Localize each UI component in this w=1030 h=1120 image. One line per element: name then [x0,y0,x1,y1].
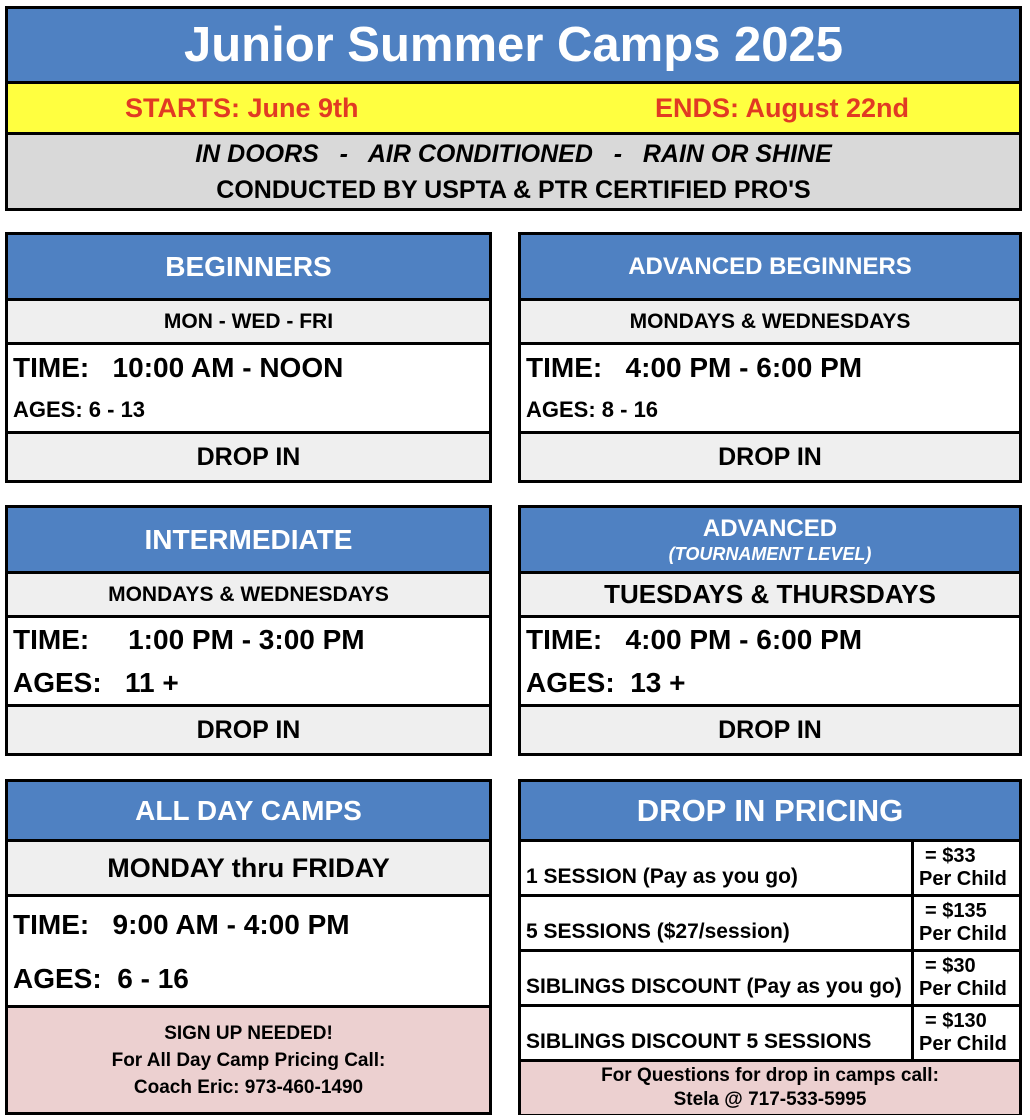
beginners-card [5,232,492,483]
beginners-details [8,345,489,434]
advanced-beginners-ages: AGES: 8 - 16 [526,397,659,422]
conducted-by: CONDUCTED BY USPTA & PTR CERTIFIED PRO'S [216,175,811,204]
price-value [914,842,1019,894]
price-amount: = $130 [925,1010,987,1032]
price-value [914,897,1019,949]
price-value [914,1007,1019,1059]
pricing-contact [521,1062,1019,1114]
page-title: Junior Summer Camps 2025 [8,9,1019,84]
camp-dates-bar [8,84,1019,135]
camp-features: IN DOORS - AIR CONDITIONED - RAIN OR SHINE [195,139,832,168]
drop-in-pricing-card [518,779,1022,1115]
all-day-signup-note [8,1008,489,1112]
advanced-header [521,508,1019,574]
price-per: Per Child [919,868,1007,890]
all-day-ages: AGES: 6 - 16 [13,962,189,994]
price-label: SIBLINGS DISCOUNT 5 SESSIONS [521,1007,914,1059]
end-date: ENDS: August 22nd [654,92,909,123]
price-per: Per Child [919,1033,1007,1055]
beginners-ages: AGES: 6 - 13 [13,397,146,422]
beginners-days: MON - WED - FRI [8,301,489,345]
price-row [521,897,1019,952]
start-date: STARTS: June 9th [125,92,359,123]
price-row [521,952,1019,1007]
camp-info-bar [8,135,1019,208]
price-per: Per Child [919,978,1007,1000]
advanced-beginners-card [518,232,1022,483]
pricing-contact-line1: For Questions for drop in camps call: [601,1065,939,1086]
advanced-beginners-drop-in: DROP IN [521,434,1019,480]
price-label: SIBLINGS DISCOUNT (Pay as you go) [521,952,914,1004]
beginners-title: BEGINNERS [8,235,489,301]
beginners-time: TIME: 10:00 AM - NOON [13,352,344,383]
all-day-title: ALL DAY CAMPS [8,782,489,842]
intermediate-drop-in: DROP IN [8,707,489,753]
price-row [521,842,1019,897]
advanced-subtitle: (TOURNAMENT LEVEL) [668,543,872,564]
advanced-details [521,618,1019,707]
pricing-contact-line2: Stela @ 717-533-5995 [673,1089,867,1110]
beginners-drop-in: DROP IN [8,434,489,480]
advanced-beginners-details [521,345,1019,434]
intermediate-ages: AGES: 11 + [13,667,179,698]
intermediate-details [8,618,489,707]
advanced-days: TUESDAYS & THURSDAYS [521,574,1019,618]
pricing-title: DROP IN PRICING [521,782,1019,842]
intermediate-days: MONDAYS & WEDNESDAYS [8,574,489,618]
price-amount: = $33 [925,845,976,867]
price-label: 1 SESSION (Pay as you go) [521,842,914,894]
intermediate-time: TIME: 1:00 PM - 3:00 PM [13,624,365,655]
coach-contact-text: Coach Eric: 973-460-1490 [133,1076,364,1098]
advanced-card [518,505,1022,756]
signup-needed-text: SIGN UP NEEDED! [164,1022,333,1044]
price-amount: = $30 [925,955,976,977]
all-day-details [8,897,489,1008]
price-value [914,952,1019,1004]
header-panel [5,6,1022,211]
advanced-title: ADVANCED [702,514,838,542]
advanced-beginners-days: MONDAYS & WEDNESDAYS [521,301,1019,345]
price-row [521,1007,1019,1062]
advanced-beginners-time: TIME: 4:00 PM - 6:00 PM [526,352,863,383]
advanced-beginners-title: ADVANCED BEGINNERS [521,235,1019,301]
all-day-days: MONDAY thru FRIDAY [8,842,489,897]
all-day-time: TIME: 9:00 AM - 4:00 PM [13,908,350,940]
price-amount: = $135 [925,900,987,922]
all-day-camps-card [5,779,492,1115]
advanced-time: TIME: 4:00 PM - 6:00 PM [526,624,863,655]
advanced-ages: AGES: 13 + [526,667,686,698]
advanced-drop-in: DROP IN [521,707,1019,753]
price-label: 5 SESSIONS ($27/session) [521,897,914,949]
intermediate-title: INTERMEDIATE [8,508,489,574]
price-per: Per Child [919,923,1007,945]
intermediate-card [5,505,492,756]
pricing-call-text: For All Day Camp Pricing Call: [111,1049,386,1071]
